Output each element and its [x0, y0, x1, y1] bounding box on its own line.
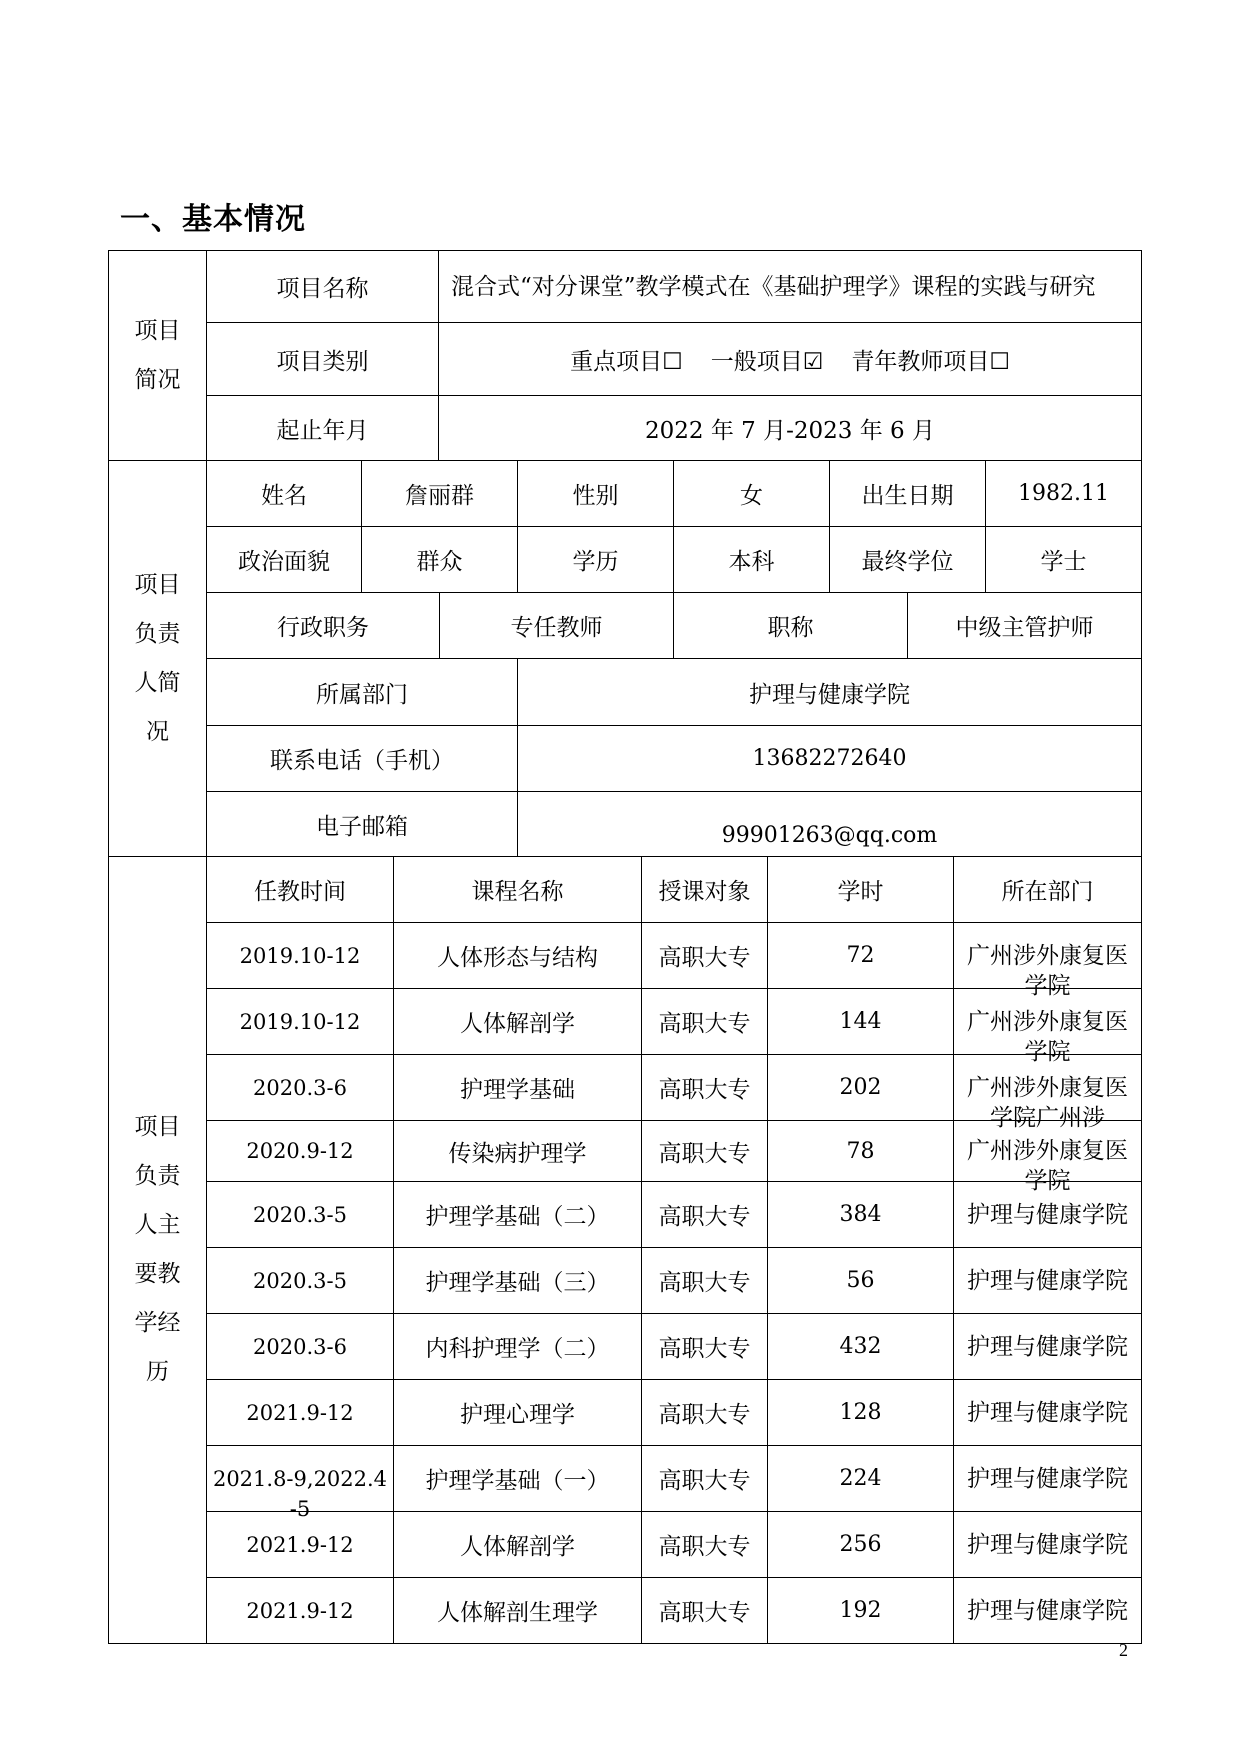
cell-dept [954, 1512, 1141, 1577]
leader-title-label: 职称 [674, 593, 908, 658]
cell-course: 人体解剖学 [394, 989, 642, 1054]
cell-dept [954, 1578, 1141, 1643]
cell-time [207, 1380, 394, 1445]
leader-education: 本科 [674, 527, 830, 592]
teaching-side-cell [109, 857, 207, 1643]
leader-political-label: 政治面貌 [207, 527, 362, 592]
cell-dept-text: 护理与健康学院 [967, 1267, 1128, 1294]
leader-dept-label: 所属部门 [207, 659, 518, 725]
leader-side-label: 项目负责人简况 [134, 571, 181, 745]
cell-dept [954, 1314, 1141, 1379]
project-leader-block [109, 461, 1141, 857]
category-option-young-teacher[interactable]: 青年教师项目☐ [851, 348, 1010, 375]
leader-email-label: 电子邮箱 [207, 792, 518, 856]
cell-target: 高职大专 [642, 1512, 768, 1577]
cell-dept-text: 广州涉外康复医学院 [967, 1138, 1128, 1194]
project-overview-block [109, 251, 1141, 461]
cell-target: 高职大专 [642, 1248, 768, 1313]
table-row [207, 1121, 1141, 1194]
cell-time [207, 989, 394, 1054]
teaching-header-course: 课程名称 [394, 857, 642, 922]
checkbox-unchecked-icon[interactable]: ☐ [989, 348, 1010, 375]
cell-dept-text: 广州涉外康复医学院 [967, 1008, 1128, 1065]
cell-time [207, 1121, 394, 1181]
project-category-row [207, 323, 1141, 396]
cell-hours: 224 [768, 1446, 954, 1511]
checkbox-unchecked-icon[interactable]: ☐ [662, 348, 683, 375]
leader-degree: 学士 [1040, 549, 1087, 575]
cell-hours: 202 [768, 1055, 954, 1120]
cell-course: 人体解剖学 [394, 1512, 642, 1577]
project-category-label: 项目类别 [207, 323, 439, 395]
cell-dept-text: 护理与健康学院 [967, 1399, 1128, 1426]
cell-target: 高职大专 [642, 1380, 768, 1445]
cell-course: 人体形态与结构 [394, 923, 642, 988]
section-title: 一、基本情况 [120, 202, 306, 237]
category-option-key[interactable]: 重点项目☐ [570, 348, 683, 375]
leader-phone: 13682272640 [752, 746, 907, 771]
cell-target: 高职大专 [642, 989, 768, 1054]
leader-name: 詹丽群 [362, 461, 518, 526]
project-period-value: 2022 年 7 月-2023 年 6 月 [645, 417, 935, 444]
cell-target: 高职大专 [642, 1314, 768, 1379]
cell-time [207, 1446, 394, 1521]
table-row [207, 1446, 1141, 1521]
leader-degree-label: 最终学位 [830, 527, 986, 592]
leader-admin-label: 行政职务 [207, 593, 440, 658]
cell-dept-text: 护理与健康学院 [967, 1465, 1128, 1492]
cell-time-text: 2020.3-5 [253, 1268, 347, 1293]
leader-education-label: 学历 [518, 527, 674, 592]
cell-time-text: 2020.3-6 [253, 1334, 347, 1359]
cell-time [207, 923, 394, 988]
teaching-experience-block [109, 857, 1141, 1643]
cell-hours: 432 [768, 1314, 954, 1379]
cell-time [207, 1314, 394, 1379]
leader-admin: 专任教师 [440, 593, 674, 658]
table-row [207, 1182, 1141, 1248]
cell-dept-text: 护理与健康学院 [967, 1333, 1128, 1360]
project-name-label: 项目名称 [207, 251, 439, 322]
cell-hours: 384 [768, 1182, 954, 1247]
cell-time-text: 2021.9-12 [246, 1400, 354, 1425]
leader-title: 中级主管护师 [955, 615, 1094, 641]
cell-dept [954, 923, 1141, 999]
leader-gender-label: 性别 [518, 461, 674, 526]
leader-row-5 [207, 726, 1141, 792]
cell-time [207, 1055, 394, 1120]
cell-time-text: 2020.3-5 [253, 1202, 347, 1227]
project-period-label: 起止年月 [207, 396, 439, 460]
leader-row-4 [207, 659, 1141, 726]
cell-course: 护理学基础（二） [394, 1182, 642, 1247]
cell-course: 护理学基础 [394, 1055, 642, 1120]
cell-dept-text: 护理与健康学院 [967, 1531, 1128, 1558]
checkbox-checked-icon[interactable]: ☑ [802, 348, 824, 375]
table-row [207, 1055, 1141, 1131]
cell-dept-text: 广州涉外康复医学院 [967, 942, 1128, 999]
project-name-row [207, 251, 1141, 323]
leader-row-3 [207, 593, 1141, 659]
cell-dept-text: 广州涉外康复医学院广州涉 [967, 1074, 1128, 1131]
cell-course: 护理学基础（一） [394, 1446, 642, 1511]
cell-time-text: 2021.9-12 [246, 1532, 354, 1557]
cell-dept [954, 1446, 1141, 1511]
teaching-header-time: 任教时间 [207, 857, 394, 922]
teaching-header-target: 授课对象 [642, 857, 768, 922]
cell-dept [954, 1121, 1141, 1194]
cell-hours: 56 [768, 1248, 954, 1313]
project-period-row [207, 396, 1141, 460]
cell-hours: 78 [768, 1121, 954, 1181]
cell-target: 高职大专 [642, 1055, 768, 1120]
cell-time [207, 1182, 394, 1247]
cell-hours: 72 [768, 923, 954, 988]
overview-side-cell [109, 251, 207, 460]
cell-hours: 192 [768, 1578, 954, 1643]
cell-course: 护理学基础（三） [394, 1248, 642, 1313]
cell-dept [954, 1055, 1141, 1131]
cell-target: 高职大专 [642, 1578, 768, 1643]
leader-name-label: 姓名 [207, 461, 362, 526]
teaching-header-dept: 所在部门 [1001, 879, 1094, 905]
page-number: 2 [1119, 1640, 1128, 1660]
leader-row-2 [207, 527, 1141, 593]
category-option-general[interactable]: 一般项目☑ [710, 348, 824, 375]
cell-dept-text: 护理与健康学院 [967, 1597, 1128, 1624]
table-row [207, 923, 1141, 999]
cell-target: 高职大专 [642, 1121, 768, 1181]
table-row [207, 1248, 1141, 1314]
cell-hours: 144 [768, 989, 954, 1054]
teaching-header-hours: 学时 [768, 857, 954, 922]
cell-course: 传染病护理学 [394, 1121, 642, 1181]
cell-time-text: 2021.8-9,2022.4-5 [212, 1466, 388, 1521]
cell-dept [954, 1248, 1141, 1313]
project-name-cell [439, 251, 1141, 322]
cell-course: 内科护理学（二） [394, 1314, 642, 1379]
leader-dept: 护理与健康学院 [749, 681, 910, 708]
cell-time [207, 1512, 394, 1577]
cell-hours: 256 [768, 1512, 954, 1577]
table-row [207, 1380, 1141, 1446]
cell-time-text: 2020.3-6 [253, 1075, 347, 1100]
leader-birth: 1982.11 [1018, 481, 1109, 506]
leader-row-1 [207, 461, 1141, 527]
cell-dept [954, 989, 1141, 1065]
cell-hours: 128 [768, 1380, 954, 1445]
cell-target: 高职大专 [642, 1182, 768, 1247]
teaching-header-row [207, 857, 1141, 923]
cell-time [207, 1578, 394, 1643]
cell-time-text: 2019.10-12 [239, 943, 361, 968]
cell-target: 高职大专 [642, 923, 768, 988]
cell-dept-text: 护理与健康学院 [967, 1201, 1128, 1228]
cell-dept [954, 1182, 1141, 1247]
table-row [207, 989, 1141, 1065]
leader-side-cell [109, 461, 207, 856]
basic-info-form [108, 250, 1142, 1644]
cell-time-text: 2020.9-12 [246, 1139, 354, 1163]
table-row [207, 1512, 1141, 1578]
cell-time [207, 1248, 394, 1313]
cell-course: 人体解剖生理学 [394, 1578, 642, 1643]
leader-political: 群众 [362, 527, 518, 592]
leader-birth-label: 出生日期 [830, 461, 986, 526]
cell-time-text: 2021.9-12 [246, 1598, 354, 1623]
cell-dept [954, 1380, 1141, 1445]
project-category-options [439, 323, 1141, 395]
leader-gender: 女 [674, 461, 830, 526]
cell-course: 护理心理学 [394, 1380, 642, 1445]
leader-row-6 [207, 792, 1141, 856]
overview-side-label: 项目简况 [134, 317, 181, 393]
leader-phone-label: 联系电话（手机） [207, 726, 518, 791]
project-name-value: 混合式“对分课堂”教学模式在《基础护理学》课程的实践与研究 [451, 273, 1096, 300]
leader-email: 99901263@qq.com [721, 823, 938, 848]
table-row [207, 1578, 1141, 1643]
table-row [207, 1314, 1141, 1380]
teaching-side-label: 项目负责人主要教学经历 [134, 1114, 181, 1385]
cell-time-text: 2019.10-12 [239, 1009, 361, 1034]
cell-target: 高职大专 [642, 1446, 768, 1511]
